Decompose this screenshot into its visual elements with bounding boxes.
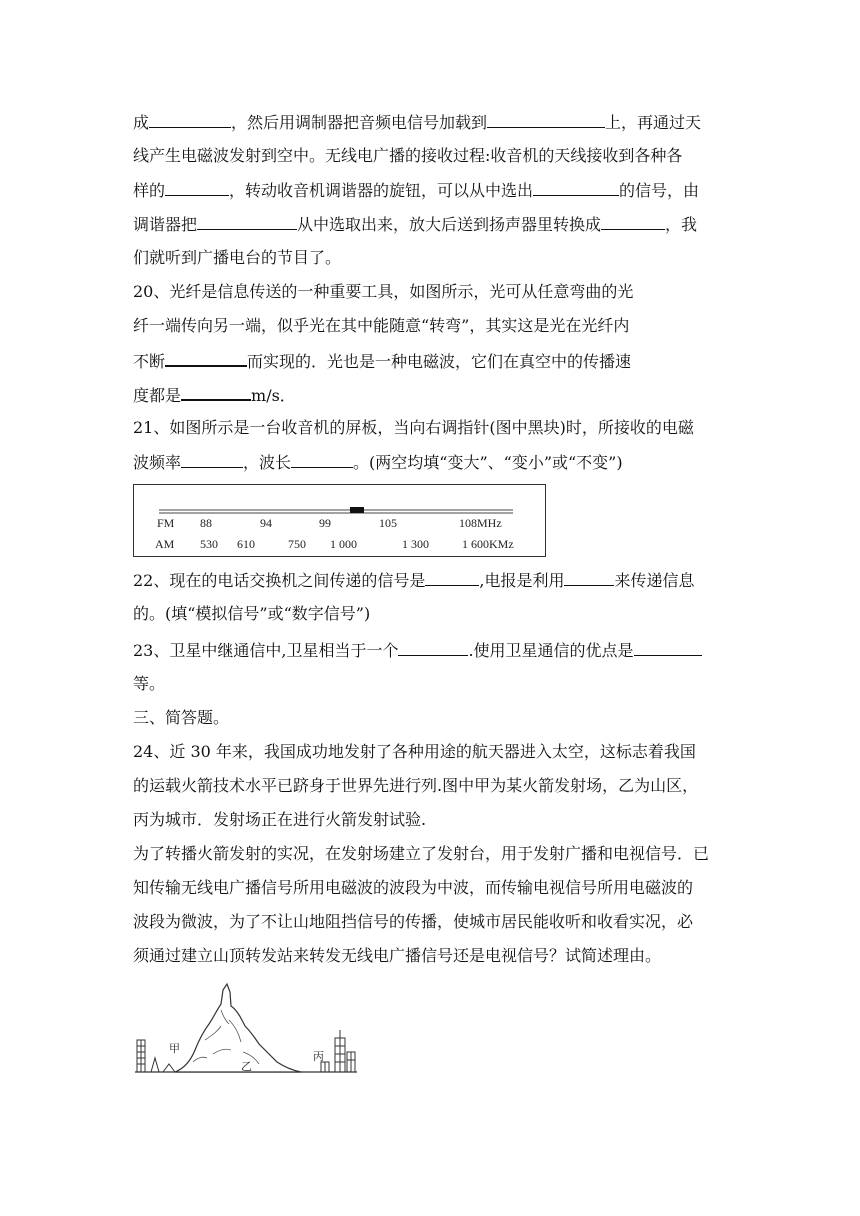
q20-line-3 <box>133 350 631 372</box>
q20-line-4 <box>133 384 296 406</box>
q19-line-3 <box>133 180 699 201</box>
radio-dial-figure <box>133 484 547 558</box>
q20-text: 度都是 <box>133 386 182 405</box>
q21-text: 波频率 <box>133 453 182 472</box>
q19-line-4 <box>133 214 697 235</box>
q19-text: ，转动收音机调谐器的旋钮，可以从中选出 <box>229 181 534 200</box>
q19-text: ，然后用调制器把音频电信号加载到 <box>231 113 488 132</box>
q24-line-4: 为了转播火箭发射的实况，在发射场建立了发射台，用于发射广播和电视信号．已 <box>133 844 710 863</box>
q23-text: .使用卫星通信的优点是 <box>468 641 634 660</box>
answer-blank[interactable] <box>533 180 619 196</box>
answer-blank[interactable] <box>634 640 702 656</box>
section-heading: 三、简答题。 <box>133 708 230 727</box>
q20-text: m/s． <box>251 386 296 405</box>
answer-blank[interactable] <box>487 112 605 128</box>
answer-blank[interactable] <box>601 214 665 230</box>
q22-line-1 <box>133 570 694 591</box>
q19-line-1 <box>133 112 701 133</box>
q20-line-2: 纤一端传向另一端，似乎光在其中能随意“转弯”，其实这是光在光纤内 <box>133 316 630 335</box>
answer-blank[interactable] <box>181 452 243 468</box>
label-bing: 丙 <box>313 1050 324 1063</box>
q20-text: 而实现的．光也是一种电磁波，它们在真空中的传播速 <box>247 352 632 371</box>
answer-blank[interactable] <box>398 640 468 656</box>
dial-pointer <box>350 507 364 513</box>
am-tick: 1 300 <box>402 537 429 551</box>
q21-text: 。(两空均填“变大”、“变小”或“不变”) <box>353 453 623 472</box>
fm-tick: 88 <box>200 516 212 530</box>
fm-label: FM <box>157 516 175 530</box>
q19-line-2: 线产生电磁波发射到空中。无线电广播的接收过程:收音机的天线接收到各种各 <box>133 146 683 165</box>
answer-blank[interactable] <box>564 570 614 586</box>
answer-blank[interactable] <box>165 180 229 196</box>
answer-blank[interactable] <box>181 384 251 401</box>
am-tick: 1 600KMz <box>462 537 514 551</box>
q19-text: 样的 <box>133 181 166 200</box>
answer-blank[interactable] <box>197 214 297 230</box>
q22-text: 22、现在的电话交换机之间传递的信号是 <box>133 571 426 590</box>
label-yi: 乙 <box>241 1060 252 1073</box>
rocket-icon <box>151 1058 175 1072</box>
q24-line-1: 24、近 30 年来，我国成功地发射了各种用途的航天器进入太空，这标志着我国 <box>133 742 696 761</box>
fm-tick: 99 <box>319 516 331 530</box>
am-tick: 610 <box>237 537 255 551</box>
launch-tower-icon <box>137 1040 145 1072</box>
mountain-outline <box>175 984 301 1072</box>
answer-blank[interactable] <box>291 452 353 468</box>
q19-text: ，我 <box>665 215 698 234</box>
answer-blank[interactable] <box>149 112 231 128</box>
q24-line-3: 丙为城市．发射场正在进行火箭发射试验. <box>133 810 427 829</box>
q21-line-2 <box>133 452 623 473</box>
am-tick: 750 <box>288 537 306 551</box>
q19-text: 的信号，由 <box>619 181 700 200</box>
q24-line-2: 的运载火箭技术水平已跻身于世界先进行列.图中甲为某火箭发射场，乙为山区， <box>133 776 699 795</box>
am-label: AM <box>155 537 175 551</box>
q24-line-5: 知传输无线电广播信号所用电磁波的波段为中波，而传输电视信号所用电磁波的 <box>133 878 694 897</box>
fm-tick: 105 <box>379 516 397 530</box>
q21-line-1: 21、如图所示是一台收音机的屏板，当向右调指针(图中黑块)时，所接收的电磁 <box>133 418 694 437</box>
q19-text: 调谐器把 <box>133 215 198 234</box>
q24-line-6: 波段为微波，为了不让山地阻挡信号的传播，使城市居民能收听和收看实况，必 <box>133 912 694 931</box>
q19-text: 从中选取出来，放大后送到扬声器里转换成 <box>297 215 602 234</box>
mountain-figure <box>133 980 363 1078</box>
label-jia: 甲 <box>169 1042 180 1055</box>
fm-tick: 108MHz <box>459 516 502 530</box>
answer-blank[interactable] <box>425 570 479 586</box>
am-tick: 530 <box>200 537 218 551</box>
q20-text: 不断 <box>133 352 166 371</box>
city-buildings-icon <box>321 1030 355 1072</box>
fm-tick: 94 <box>260 516 272 530</box>
q23-line-1 <box>133 640 702 661</box>
q19-text: 上，再通过天 <box>605 113 702 132</box>
q22-text: ,电报是利用 <box>479 571 565 590</box>
q20-line-1: 20、光纤是信息传送的一种重要工具，如图所示，光可从任意弯曲的光 <box>133 282 634 301</box>
answer-blank[interactable] <box>165 350 247 367</box>
q21-text: ，波长 <box>243 453 292 472</box>
q19-text: 成 <box>133 113 150 132</box>
q22-line-2: 的。(填“模拟信号”或“数字信号”) <box>133 604 371 623</box>
q23-line-2: 等。 <box>133 674 166 693</box>
q24-line-7: 须通过建立山顶转发站来转发无线电广播信号还是电视信号？试简述理由。 <box>133 946 662 965</box>
q23-text: 23、卫星中继通信中,卫星相当于一个 <box>133 641 399 660</box>
am-tick: 1 000 <box>330 537 357 551</box>
q19-line-5: 们就听到广播电台的节目了。 <box>133 248 342 267</box>
q22-text: 来传递信息 <box>614 571 695 590</box>
